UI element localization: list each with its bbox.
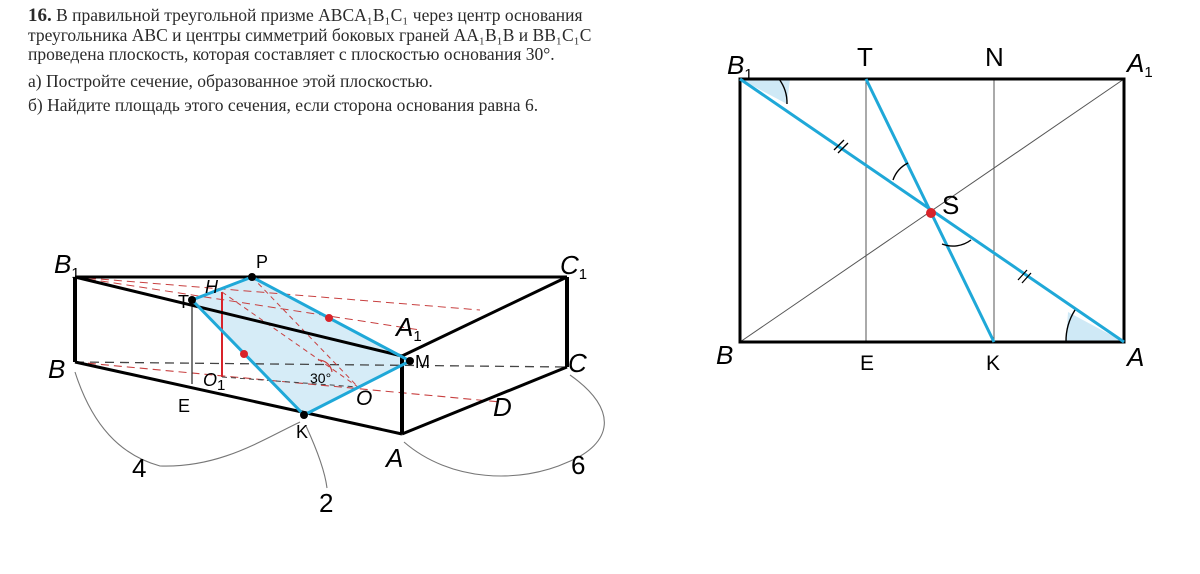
dimension-2: 2: [319, 488, 334, 518]
label-k: K: [986, 352, 1001, 375]
label-c1: C1: [560, 250, 588, 283]
point-s: [926, 208, 936, 218]
label-h: H: [205, 277, 218, 297]
label-t: T: [857, 42, 873, 72]
label-b: B: [48, 354, 66, 384]
label-b: B: [716, 340, 734, 370]
label-angle-30: 30°: [310, 370, 332, 386]
label-t: T: [178, 292, 189, 312]
label-a: A: [1127, 342, 1145, 372]
problem-body: В правильной треугольной призме ABCA₁B₁C₁ через центр основания треугольника ABC и центры симметрий боковых граней AA₁B₁B и BB₁C₁C проведена плоскость, которая составляет с плоскостью основания 30°.: [28, 5, 592, 64]
label-b1: B1: [54, 249, 80, 282]
label-k: K: [296, 422, 309, 442]
label-a1: A1: [1127, 48, 1153, 81]
label-s: S: [942, 190, 960, 220]
label-e: E: [178, 396, 191, 416]
problem-number: 16.: [28, 5, 52, 26]
label-e: E: [860, 352, 875, 375]
dimension-4: 4: [132, 453, 147, 483]
task-b: б) Найдите площадь этого сечения, если сторона основания равна 6.: [28, 95, 539, 115]
dimension-6: 6: [571, 450, 586, 480]
label-a: A: [386, 443, 404, 473]
label-p: P: [256, 252, 269, 272]
label-n: N: [985, 42, 1004, 72]
label-o: O: [356, 387, 373, 410]
label-d: D: [493, 392, 512, 422]
angle-arc-top: [893, 163, 908, 180]
label-a1: A1: [396, 312, 422, 345]
label-b1: B1: [727, 50, 753, 83]
label-o1: $O_1$: [203, 370, 226, 394]
task-a: а) Постройте сечение, образованное этой плоскостью.: [28, 70, 433, 91]
label-c: C: [568, 348, 587, 378]
label-m: M: [415, 352, 430, 372]
